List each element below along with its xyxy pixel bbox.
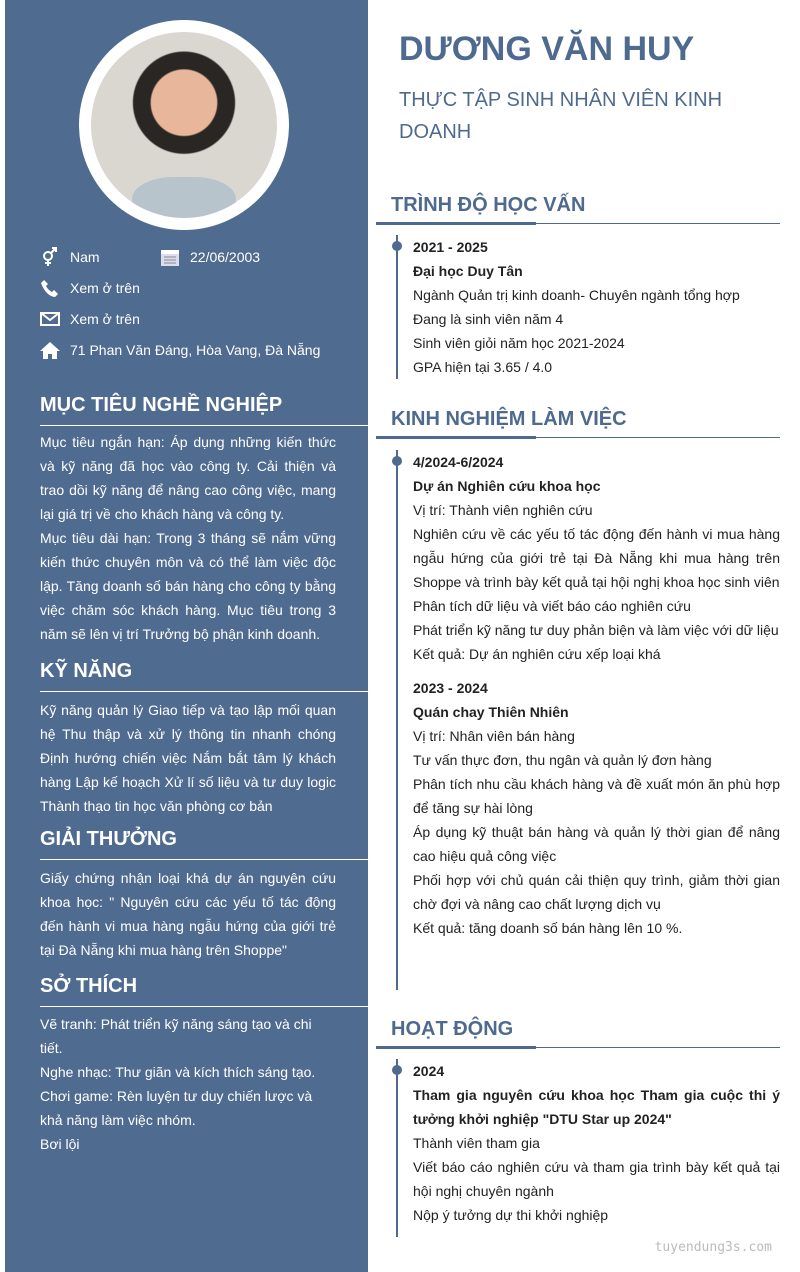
candidate-name: DƯƠNG VĂN HUY bbox=[399, 30, 695, 68]
entry-org: Đại học Duy Tân bbox=[413, 263, 523, 279]
awards-text: Giấy chứng nhận loại khá dự án nguyên cứu khoa học: " Nguyên cứu các yếu tố tác động đến hành vi mua hàng ngẫu hứng của giới trẻ tại Đà Nẵng khi mua hàng trên Shoppe" bbox=[40, 870, 336, 958]
entry-line: Ngành Quản trị kinh doanh- Chuyên ngành tổng hợp bbox=[413, 287, 740, 303]
long-term-goal: Mục tiêu dài hạn: Trong 3 tháng sẽ nắm vững kiến thức chuyên môn và có thể làm việc độc lập. Tăng doanh số bán hàng cho công ty bằng việc chăm sóc khách hàng. Mục tiêu trong 3 năm sẽ lên vị trí Trưởng bộ phận kinh doanh. bbox=[40, 530, 336, 642]
entry-line: Đang là sinh viên năm 4 bbox=[413, 311, 564, 327]
hobby: Vẽ tranh: Phát triển kỹ năng sáng tạo và chi tiết. bbox=[40, 1016, 312, 1056]
skills-text: Kỹ năng quản lý Giao tiếp và tạo lập mối quan hệ Thu thập và xử lý thông tin nhanh chóng Định hướng chiến việc Nắm bắt tâm lý khách hàng Lập kế hoạch Xử lí số liệu và tư duy logic Thành thạo tin học văn phòng cơ bản bbox=[40, 702, 336, 814]
entry-line: GPA hiện tại 3.65 / 4.0 bbox=[413, 359, 553, 375]
entry-line: Vị trí: Thành viên nghiên cứu bbox=[413, 502, 593, 518]
activities-heading: HOẠT ĐỘNG bbox=[376, 1018, 780, 1048]
hobby: Bơi lội bbox=[40, 1136, 80, 1152]
entry-org: Dự án Nghiên cứu khoa học bbox=[413, 478, 601, 494]
phone-row bbox=[40, 278, 140, 298]
objective-heading: MỤC TIÊU NGHỀ NGHIỆP bbox=[40, 394, 368, 426]
experience-heading: KINH NGHIỆM LÀM VIỆC bbox=[376, 408, 780, 438]
entry-line: Nộp ý tưởng dự thi khởi nghiệp bbox=[413, 1207, 609, 1223]
entry-line: Tư vấn thực đơn, thu ngân và quản lý đơn hàng bbox=[413, 752, 712, 768]
short-term-goal: Mục tiêu ngắn hạn: Áp dụng những kiến thức và kỹ năng đã học vào công ty. Cải thiện và trao dồi kỹ năng để nâng cao công việc, mang lại giá trị về cho khách hàng và công ty. bbox=[40, 434, 336, 522]
phone-icon bbox=[40, 278, 60, 298]
objective-text bbox=[40, 430, 336, 646]
sidebar bbox=[5, 0, 368, 1272]
address-text: 71 Phan Văn Đáng, Hòa Vang, Đà Nẵng bbox=[70, 342, 321, 358]
address-row bbox=[40, 340, 320, 360]
awards-heading: GIẢI THƯỞNG bbox=[40, 828, 368, 860]
activities-entry bbox=[396, 1059, 780, 1237]
experience-timeline bbox=[396, 450, 780, 990]
entry-org: Tham gia nguyên cứu khoa học Tham gia cuộc thi ý tưởng khởi nghiệp "DTU Star up 2024" bbox=[413, 1087, 780, 1127]
hobby: Chơi game: Rèn luyện tư duy chiến lược và khả năng làm việc nhóm. bbox=[40, 1088, 313, 1128]
home-icon bbox=[40, 340, 60, 360]
candidate-role: THỰC TẬP SINH NHÂN VIÊN KINH DOANH bbox=[399, 89, 723, 143]
entry-period: 4/2024-6/2024 bbox=[413, 454, 504, 470]
entry-line: Phân tích nhu cầu khách hàng và đề xuất món ăn phù hợp để tăng sự hài lòng bbox=[413, 776, 780, 816]
email-icon bbox=[40, 309, 60, 329]
entry-line: Thành viên tham gia bbox=[413, 1135, 540, 1151]
entry-period: 2021 - 2025 bbox=[413, 239, 488, 255]
timeline-dot bbox=[392, 1065, 402, 1075]
email-row bbox=[40, 309, 140, 329]
gender-icon bbox=[40, 247, 60, 267]
entry-line: Kết quả: Dự án nghiên cứu xếp loại khá bbox=[413, 646, 661, 662]
entry-line: Sinh viên giỏi năm học 2021-2024 bbox=[413, 335, 625, 351]
hobby: Nghe nhạc: Thư giãn và kích thích sáng tạo. bbox=[40, 1064, 316, 1080]
entry-line: Phân tích dữ liệu và viết báo cáo nghiên cứu bbox=[413, 598, 691, 614]
entry-line: Nghiên cứu về các yếu tố tác động đến hành vi mua hàng ngẫu hứng của giới trẻ tại Đà Nẵng khi mua hàng trên Shoppe và trình bày kết quả tại hội nghị khoa học sinh viên bbox=[413, 526, 780, 590]
entry-period: 2024 bbox=[413, 1063, 445, 1079]
email-text: Xem ở trên bbox=[70, 311, 140, 327]
entry-line: Kết quả: tăng doanh số bán hàng lên 10 %. bbox=[413, 920, 683, 936]
timeline-dot bbox=[392, 241, 402, 251]
phone-text: Xem ở trên bbox=[70, 280, 140, 296]
hobbies-heading: SỞ THÍCH bbox=[40, 975, 368, 1007]
profile-photo bbox=[79, 20, 289, 230]
gender-text: Nam bbox=[70, 249, 100, 265]
entry-org: Quán chay Thiên Nhiên bbox=[413, 704, 569, 720]
entry-line: Viết báo cáo nghiên cứu và tham gia trình bày kết quả tại hội nghị chuyên ngành bbox=[413, 1159, 780, 1199]
dob-row bbox=[160, 247, 260, 267]
calendar-icon bbox=[160, 247, 180, 267]
entry-line: Áp dụng kỹ thuật bán hàng và quản lý thời gian để nâng cao hiệu quả công việc bbox=[413, 824, 780, 864]
dob-text: 22/06/2003 bbox=[190, 249, 261, 265]
skills-heading: KỸ NĂNG bbox=[40, 660, 368, 692]
education-entry bbox=[396, 235, 780, 379]
hobbies-text bbox=[40, 1012, 336, 1156]
entry-period: 2023 - 2024 bbox=[413, 680, 488, 696]
entry-line: Vị trí: Nhân viên bán hàng bbox=[413, 728, 575, 744]
entry-line: Phát triển kỹ năng tư duy phản biện và làm việc với dữ liệu bbox=[413, 622, 779, 638]
watermark: tuyendung3s.com bbox=[654, 1240, 772, 1255]
timeline-dot bbox=[392, 456, 402, 466]
education-heading: TRÌNH ĐỘ HỌC VẤN bbox=[376, 194, 780, 224]
gender-row bbox=[40, 247, 100, 267]
entry-line: Phối hợp với chủ quán cải thiện quy trình, giảm thời gian chờ đợi và nâng cao chất lượng dịch vụ bbox=[413, 872, 780, 912]
